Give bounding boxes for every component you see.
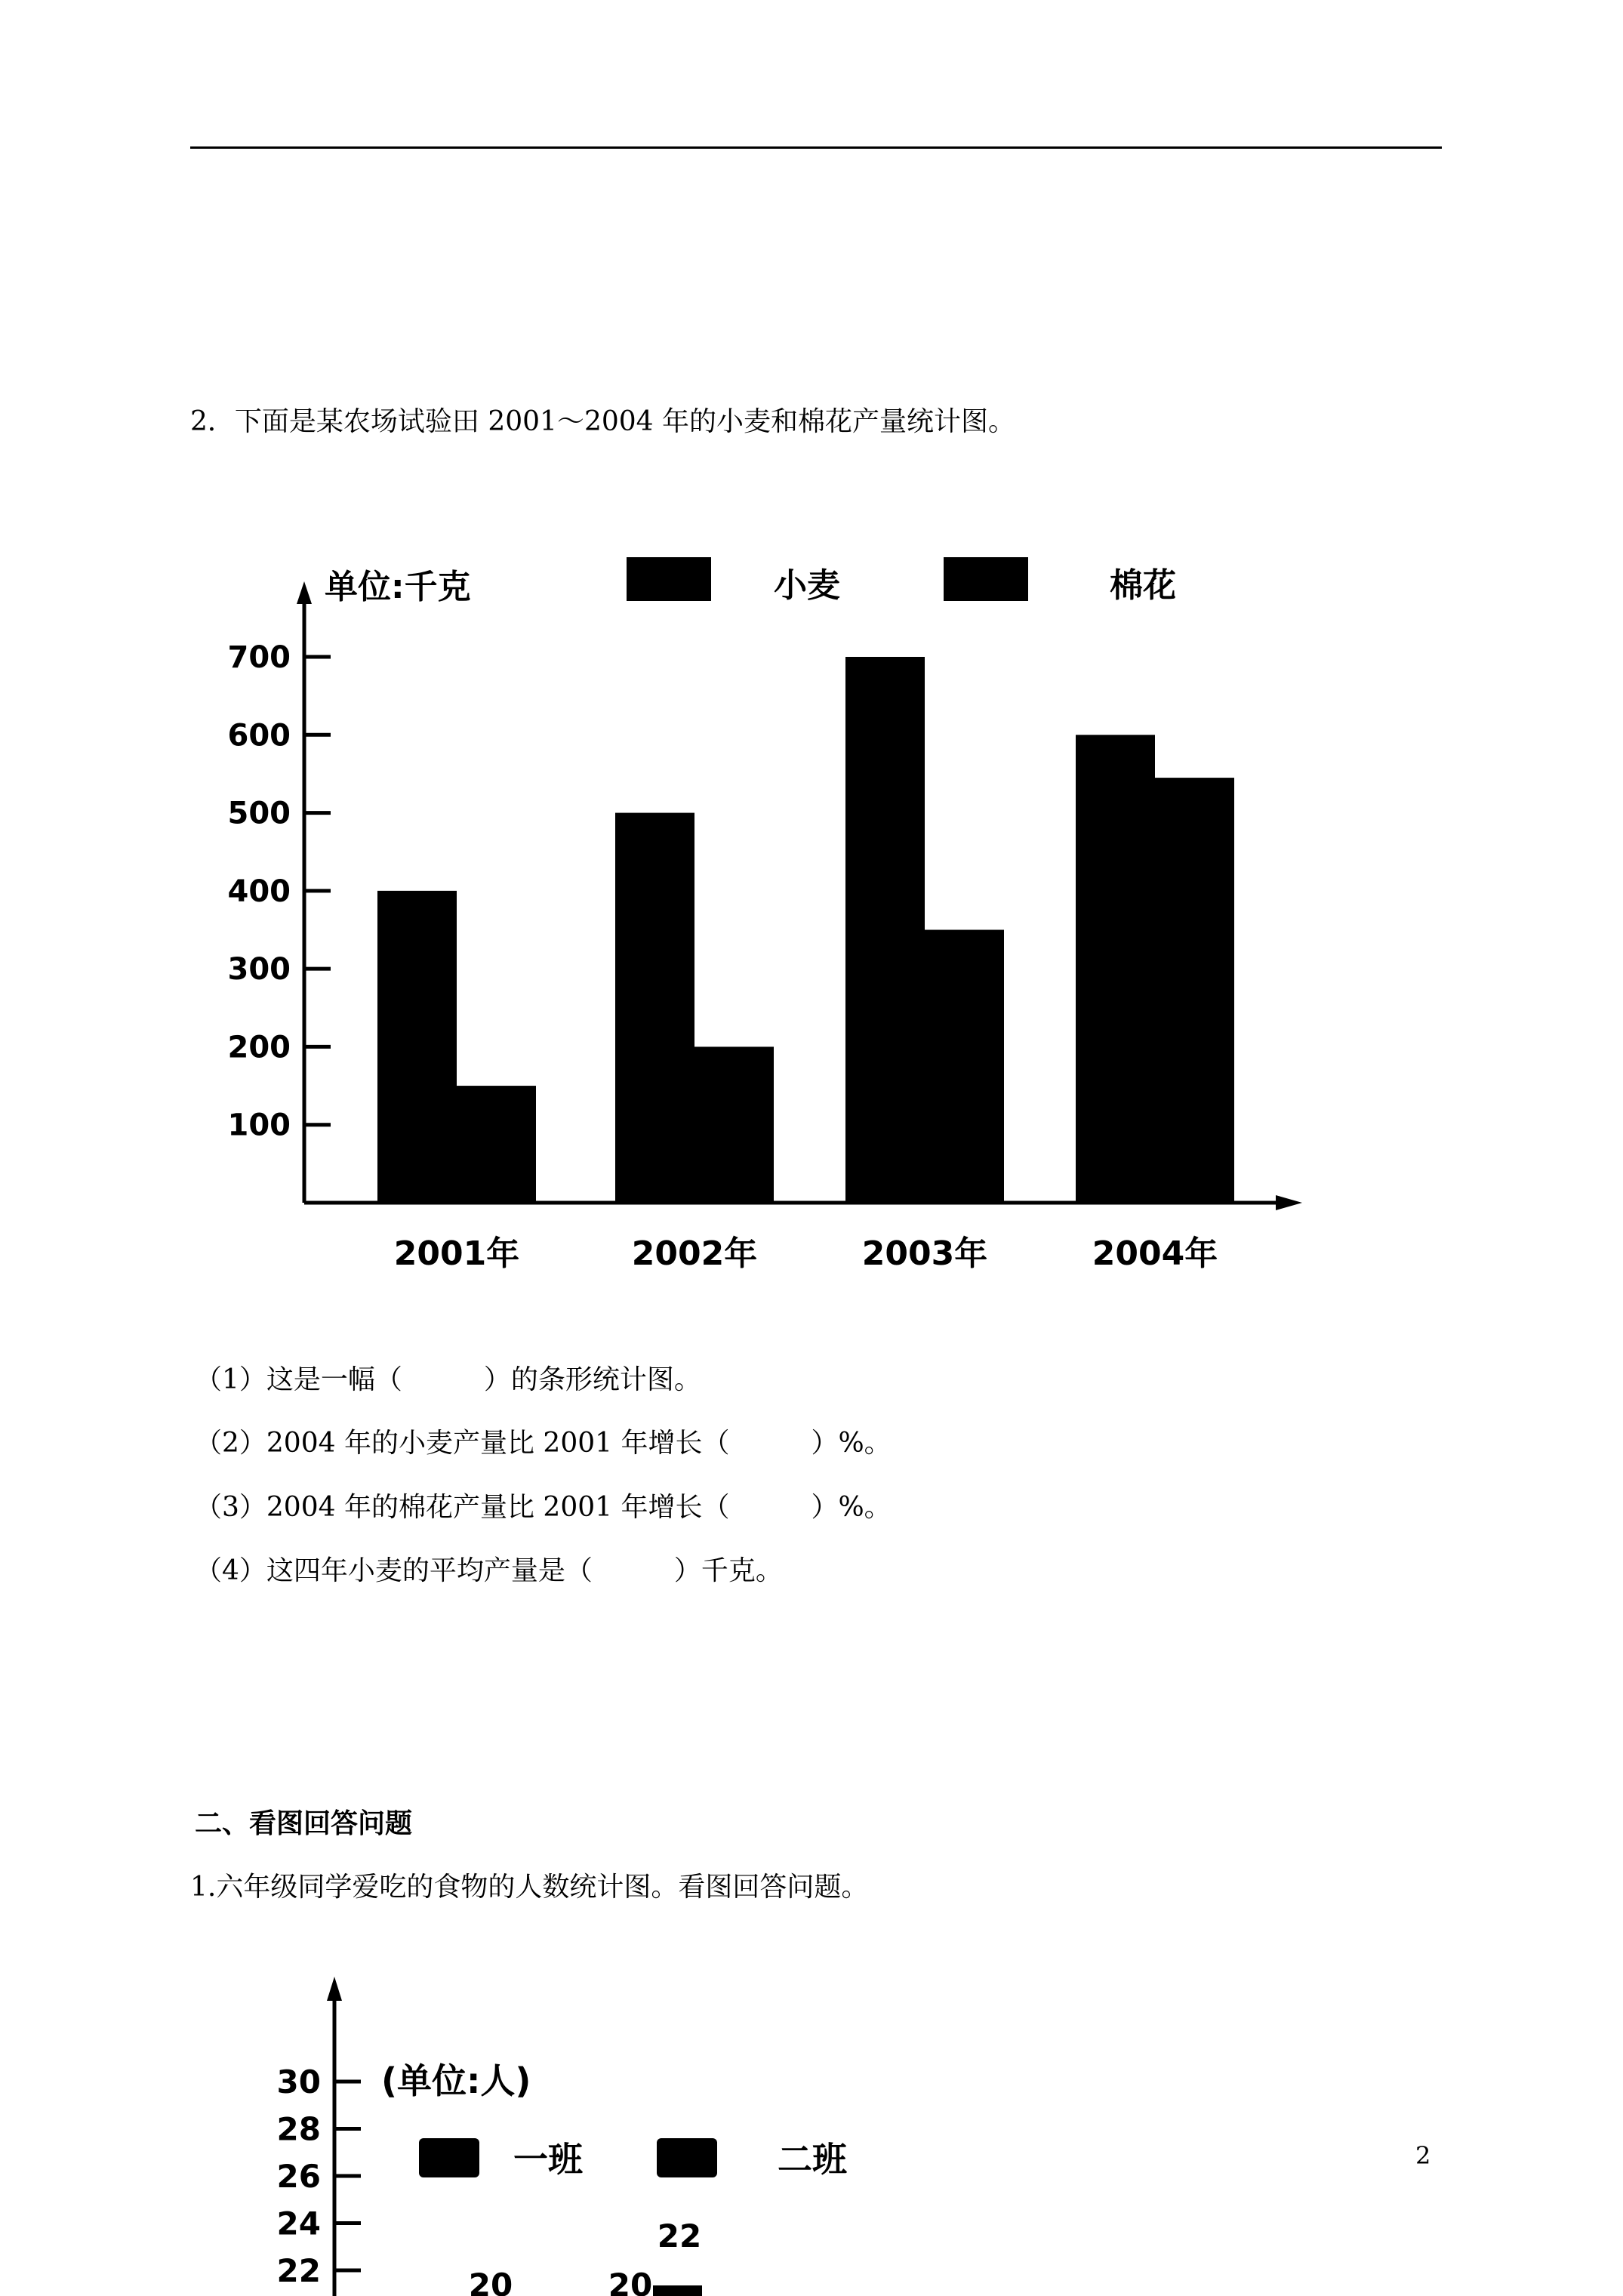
y-tick-label: 100 bbox=[227, 1108, 291, 1143]
question-2-intro: 2．下面是某农场试验田 2001～2004 年的小麦和棉花产量统计图。 bbox=[190, 406, 1016, 437]
bar bbox=[1076, 735, 1155, 1203]
x-tick-label: 2003年 bbox=[861, 1234, 988, 1273]
y-tick-label: 400 bbox=[227, 874, 291, 909]
section-heading: 二、看图回答问题 bbox=[195, 1808, 413, 1839]
x-tick-label: 2004年 bbox=[1092, 1234, 1218, 1273]
bar bbox=[653, 2285, 702, 2296]
y-tick-label: 24 bbox=[276, 2205, 321, 2242]
data-label: 20 bbox=[468, 2267, 513, 2296]
bar bbox=[377, 891, 457, 1203]
legend-swatch bbox=[657, 2138, 717, 2177]
y-tick-label: 700 bbox=[227, 640, 291, 675]
legend-swatch bbox=[419, 2138, 479, 2177]
bar bbox=[457, 1086, 536, 1203]
legend-swatch bbox=[944, 557, 1028, 601]
sub-question-1: （1）这是一幅（ ）的条形统计图。 bbox=[195, 1364, 701, 1395]
data-label: 20 bbox=[608, 2267, 653, 2296]
section-question-1: 1.六年级同学爱吃的食物的人数统计图。看图回答问题。 bbox=[190, 1872, 869, 1903]
page-number: 2 bbox=[1415, 2141, 1431, 2170]
sub-question-2: （2）2004 年的小麦产量比 2001 年增长（ ）%。 bbox=[195, 1428, 892, 1459]
y-tick-label: 200 bbox=[227, 1030, 291, 1065]
y-tick-label: 500 bbox=[227, 796, 291, 831]
data-label: 22 bbox=[657, 2217, 702, 2254]
sub-question-3: （3）2004 年的棉花产量比 2001 年增长（ ）%。 bbox=[195, 1492, 892, 1523]
x-axis-arrow bbox=[1276, 1195, 1302, 1210]
y-tick-label: 22 bbox=[276, 2252, 321, 2289]
legend-label: 二班 bbox=[778, 2139, 847, 2180]
legend-label: 棉花 bbox=[1110, 566, 1176, 605]
unit-label: (单位:人) bbox=[381, 2060, 531, 2101]
x-tick-label: 2001年 bbox=[393, 1234, 520, 1273]
bar bbox=[615, 813, 694, 1203]
y-tick-label: 30 bbox=[276, 2063, 321, 2100]
y-axis-arrow bbox=[297, 581, 312, 604]
y-tick-label: 28 bbox=[276, 2110, 321, 2148]
sub-question-4: （4）这四年小麦的平均产量是（ ）千克。 bbox=[195, 1555, 783, 1586]
bar bbox=[925, 930, 1004, 1203]
bar bbox=[845, 657, 925, 1203]
legend-label: 一班 bbox=[513, 2139, 583, 2180]
legend-label: 小麦 bbox=[774, 566, 840, 605]
bar bbox=[694, 1046, 774, 1203]
legend-swatch bbox=[627, 557, 711, 601]
unit-label: 单位:千克 bbox=[325, 568, 471, 606]
y-axis-arrow bbox=[327, 1977, 342, 2001]
x-tick-label: 2002年 bbox=[631, 1234, 758, 1273]
y-tick-label: 600 bbox=[227, 718, 291, 754]
bar-chart-food-preference bbox=[0, 1963, 1623, 2296]
y-tick-label: 26 bbox=[276, 2158, 321, 2195]
y-tick-label: 300 bbox=[227, 952, 291, 988]
bar bbox=[1155, 778, 1234, 1203]
